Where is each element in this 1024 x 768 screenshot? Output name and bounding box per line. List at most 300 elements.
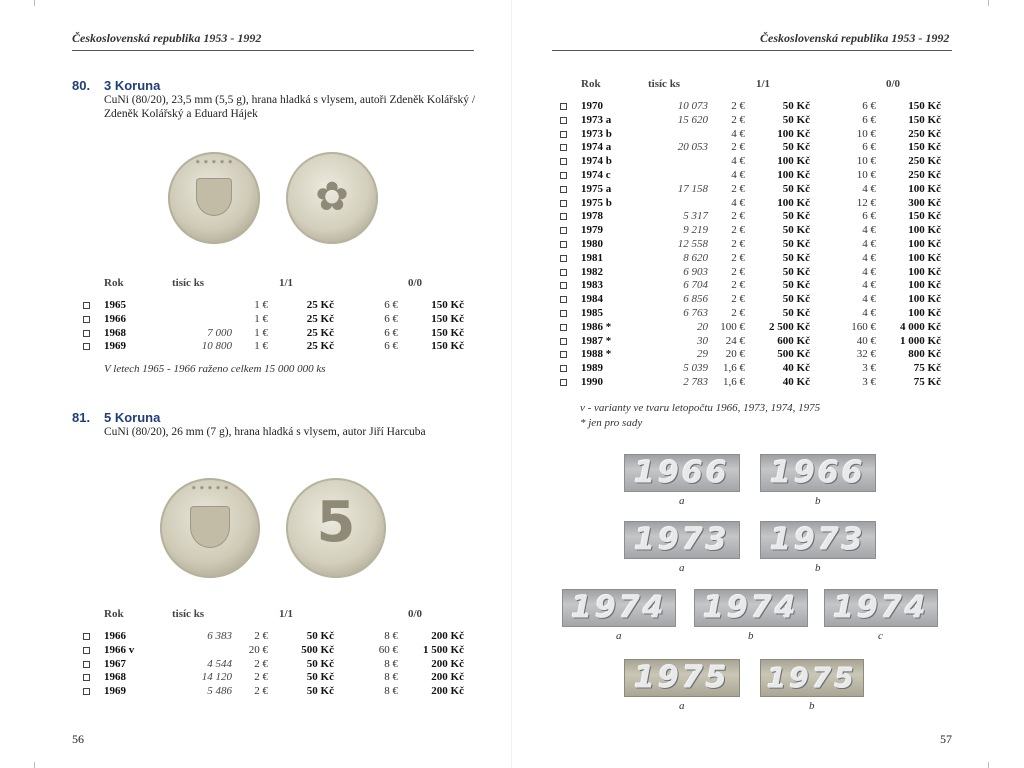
price-eur-grade2-cell: 4 € — [862, 182, 876, 195]
price-czk-grade2-cell: 4 000 Kč — [900, 320, 941, 333]
price-eur-grade2-cell: 6 € — [862, 210, 876, 223]
checkbox[interactable] — [83, 302, 90, 309]
price-eur-grade2-cell: 6 € — [384, 299, 398, 311]
date-variant-label: a — [679, 562, 685, 574]
price-czk-grade2-cell: 100 Kč — [908, 238, 941, 250]
price-czk-grade1-cell: 50 Kč — [306, 657, 334, 670]
table-row — [512, 292, 1024, 306]
item-80-number: 80. — [72, 78, 91, 93]
table-row — [512, 182, 1024, 196]
checkbox[interactable] — [560, 186, 567, 193]
checkbox[interactable] — [560, 255, 567, 262]
mintage-cell: 8 620 — [683, 251, 708, 264]
checkbox[interactable] — [560, 282, 567, 289]
mintage-cell: 14 120 — [201, 671, 232, 684]
price-czk-grade2-cell: 150 Kč — [908, 210, 941, 223]
mintage-cell: 9 219 — [683, 224, 708, 237]
price-eur-grade2-cell: 10 € — [856, 155, 876, 168]
price-czk-grade1-cell: 50 Kč — [782, 224, 810, 237]
coin-legend-icon: ⁕ ⁕ ⁕ ⁕ ⁕ — [190, 484, 230, 492]
crop-mark — [34, 0, 35, 6]
mintage-cell: 5 317 — [683, 210, 708, 223]
table-row — [512, 237, 1024, 251]
year-cell: 1966 — [104, 312, 126, 325]
date-variant-image-1966-a — [624, 454, 740, 492]
year-cell: 1965 — [104, 299, 126, 311]
year-cell: 1975 a — [581, 182, 612, 195]
variants-note: v - varianty ve tvaru letopočtu 1966, 1973, 1974, 1975 — [580, 402, 821, 414]
date-variant-label: a — [616, 630, 622, 642]
price-eur-grade1-cell: 2 € — [731, 293, 745, 306]
checkbox[interactable] — [83, 316, 90, 323]
price-eur-grade1-cell: 4 € — [731, 196, 745, 209]
price-czk-grade2-cell: 250 Kč — [908, 127, 941, 140]
running-head-right: Československá republika 1953 - 1992 — [760, 31, 950, 45]
price-eur-grade2-cell: 4 € — [862, 279, 876, 292]
crop-mark — [34, 762, 35, 768]
price-eur-grade1-cell: 2 € — [254, 657, 268, 670]
price-eur-grade2-cell: 8 € — [384, 657, 398, 670]
year-cell: 1974 c — [581, 169, 611, 181]
table-80-header-mintage: tisíc ks — [172, 277, 205, 289]
coin-5kc-reverse-image — [286, 478, 386, 578]
price-eur-grade1-cell: 100 € — [720, 320, 745, 333]
price-eur-grade1-cell: 20 € — [725, 348, 745, 361]
checkbox[interactable] — [560, 269, 567, 276]
header-rule-right — [552, 50, 952, 51]
price-czk-grade2-cell: 100 Kč — [908, 265, 941, 278]
table-81-header-mintage: tisíc ks — [172, 608, 205, 620]
coin-3kc-reverse-image — [286, 152, 378, 244]
table-right-header-year: Rok — [581, 78, 601, 90]
price-eur-grade2-cell: 4 € — [862, 307, 876, 319]
date-digits: 1973 — [634, 522, 730, 558]
checkbox[interactable] — [560, 227, 567, 234]
price-eur-grade1-cell: 1 € — [254, 312, 268, 325]
mintage-cell: 2 783 — [683, 376, 708, 388]
price-eur-grade2-cell: 6 € — [384, 312, 398, 325]
checkbox[interactable] — [83, 647, 90, 654]
price-eur-grade2-cell: 8 € — [384, 685, 398, 698]
date-digits: 1974 — [833, 590, 929, 626]
table-row — [512, 251, 1024, 265]
price-czk-grade2-cell: 250 Kč — [908, 169, 941, 181]
page-number-right: 57 — [940, 732, 952, 746]
price-czk-grade1-cell: 600 Kč — [777, 334, 810, 347]
checkbox[interactable] — [83, 633, 90, 640]
price-eur-grade1-cell: 2 € — [731, 251, 745, 264]
price-eur-grade1-cell: 2 € — [731, 224, 745, 237]
date-digits: 1966 — [634, 455, 730, 491]
date-digits: 1975 — [634, 660, 730, 696]
table-row — [0, 339, 512, 353]
year-cell: 1990 — [581, 376, 603, 388]
price-eur-grade1-cell: 2 € — [254, 685, 268, 698]
price-czk-grade1-cell: 50 Kč — [306, 630, 334, 642]
price-czk-grade1-cell: 50 Kč — [782, 238, 810, 250]
mintage-cell: 5 039 — [683, 362, 708, 375]
price-czk-grade1-cell: 40 Kč — [782, 376, 810, 388]
year-cell: 1966 v — [104, 643, 135, 656]
checkbox[interactable] — [560, 144, 567, 151]
price-eur-grade2-cell: 60 € — [378, 643, 398, 656]
year-cell: 1966 — [104, 630, 126, 642]
checkbox[interactable] — [560, 172, 567, 179]
price-czk-grade2-cell: 150 Kč — [908, 141, 941, 154]
price-czk-grade1-cell: 50 Kč — [782, 265, 810, 278]
price-eur-grade1-cell: 4 € — [731, 155, 745, 168]
year-cell: 1974 a — [581, 141, 612, 154]
price-eur-grade2-cell: 32 € — [856, 348, 876, 361]
mintage-cell: 12 558 — [677, 238, 708, 250]
mintage-cell: 20 053 — [677, 141, 708, 154]
checkbox[interactable] — [83, 674, 90, 681]
price-eur-grade1-cell: 2 € — [731, 307, 745, 319]
price-czk-grade1-cell: 500 Kč — [301, 643, 334, 656]
price-czk-grade1-cell: 100 Kč — [777, 169, 810, 181]
crop-mark — [988, 762, 989, 768]
running-head-left: Československá republika 1953 - 1992 — [72, 31, 262, 45]
price-czk-grade1-cell: 100 Kč — [777, 127, 810, 140]
price-czk-grade2-cell: 100 Kč — [908, 251, 941, 264]
year-cell: 1973 b — [581, 127, 612, 140]
date-variant-image-1973-a — [624, 521, 740, 559]
mintage-cell: 10 800 — [201, 340, 232, 353]
table-80-header-year: Rok — [104, 277, 124, 289]
date-variant-label: c — [878, 630, 883, 642]
price-eur-grade2-cell: 4 € — [862, 238, 876, 250]
price-czk-grade2-cell: 250 Kč — [908, 155, 941, 168]
item-81-number: 81. — [72, 410, 91, 425]
table-row — [512, 196, 1024, 210]
checkbox[interactable] — [83, 688, 90, 695]
price-eur-grade1-cell: 4 € — [731, 127, 745, 140]
price-czk-grade1-cell: 50 Kč — [782, 307, 810, 319]
price-czk-grade2-cell: 75 Kč — [913, 362, 941, 375]
sets-only-note: * jen pro sady — [580, 417, 643, 429]
price-czk-grade2-cell: 100 Kč — [908, 224, 941, 237]
table-right-header-grade2: 0/0 — [886, 78, 901, 90]
date-variant-image-1975-b — [760, 659, 864, 697]
table-right-header-grade1: 1/1 — [756, 78, 771, 90]
flower-emblem-icon: ✿ — [315, 174, 349, 220]
mintage-cell: 6 763 — [683, 307, 708, 319]
price-eur-grade1-cell: 2 € — [731, 279, 745, 292]
date-digits: 1974 — [571, 590, 667, 626]
checkbox[interactable] — [83, 330, 90, 337]
price-eur-grade1-cell: 2 € — [731, 210, 745, 223]
year-cell: 1985 — [581, 307, 603, 319]
price-czk-grade1-cell: 50 Kč — [782, 141, 810, 154]
year-cell: 1983 — [581, 279, 603, 292]
price-czk-grade1-cell: 40 Kč — [782, 362, 810, 375]
item-81-description: CuNi (80/20), 26 mm (7 g), hrana hladká s vlysem, autor Jiří Harcuba — [104, 426, 426, 438]
price-czk-grade1-cell: 100 Kč — [777, 196, 810, 209]
table-row — [512, 99, 1024, 113]
price-czk-grade1-cell: 50 Kč — [782, 251, 810, 264]
year-cell: 1974 b — [581, 155, 612, 168]
price-czk-grade2-cell: 100 Kč — [908, 279, 941, 292]
table-row — [512, 306, 1024, 320]
price-czk-grade2-cell: 75 Kč — [913, 376, 941, 388]
checkbox[interactable] — [560, 351, 567, 358]
price-eur-grade1-cell: 2 € — [731, 182, 745, 195]
mintage-cell: 10 073 — [677, 100, 708, 112]
price-eur-grade2-cell: 4 € — [862, 224, 876, 237]
price-czk-grade1-cell: 25 Kč — [306, 299, 334, 311]
lion-shield-icon — [196, 178, 233, 217]
price-czk-grade2-cell: 800 Kč — [908, 348, 941, 361]
mintage-cell: 20 — [697, 320, 708, 333]
price-czk-grade2-cell: 100 Kč — [908, 182, 941, 195]
price-eur-grade2-cell: 3 € — [862, 376, 876, 388]
price-eur-grade2-cell: 8 € — [384, 671, 398, 684]
year-cell: 1978 — [581, 210, 603, 223]
price-czk-grade2-cell: 150 Kč — [908, 113, 941, 126]
checkbox[interactable] — [560, 158, 567, 165]
price-eur-grade2-cell: 6 € — [384, 340, 398, 353]
checkbox[interactable] — [560, 117, 567, 124]
checkbox[interactable] — [560, 200, 567, 207]
item-80-note: V letech 1965 - 1966 raženo celkem 15 000 000 ks — [104, 363, 326, 375]
item-80-description-line2: Zdeněk Kolářský a Eduard Hájek — [104, 108, 258, 120]
year-cell: 1980 — [581, 238, 603, 250]
year-cell: 1968 — [104, 671, 126, 684]
price-czk-grade2-cell: 150 Kč — [431, 340, 464, 353]
year-cell: 1987 * — [581, 334, 612, 347]
table-row — [0, 684, 512, 698]
date-variant-label: b — [815, 562, 821, 574]
date-variant-image-1974-a — [562, 589, 676, 627]
price-eur-grade2-cell: 12 € — [856, 196, 876, 209]
price-czk-grade1-cell: 25 Kč — [306, 340, 334, 353]
checkbox[interactable] — [560, 241, 567, 248]
table-row — [512, 265, 1024, 279]
price-eur-grade1-cell: 4 € — [731, 169, 745, 181]
date-variant-image-1975-a — [624, 659, 740, 697]
table-row — [512, 278, 1024, 292]
table-row — [512, 209, 1024, 223]
price-czk-grade1-cell: 500 Kč — [777, 348, 810, 361]
price-eur-grade1-cell: 1 € — [254, 340, 268, 353]
year-cell: 1979 — [581, 224, 603, 237]
price-czk-grade2-cell: 150 Kč — [431, 326, 464, 339]
year-cell: 1984 — [581, 293, 603, 306]
table-row — [0, 326, 512, 340]
mintage-cell: 30 — [697, 334, 708, 347]
date-digits: 1966 — [770, 455, 866, 491]
price-czk-grade2-cell: 300 Kč — [908, 196, 941, 209]
mintage-cell: 17 158 — [677, 182, 708, 195]
price-eur-grade2-cell: 40 € — [856, 334, 876, 347]
price-czk-grade1-cell: 50 Kč — [782, 100, 810, 112]
date-digits: 1974 — [703, 590, 799, 626]
mintage-cell: 6 856 — [683, 293, 708, 306]
price-eur-grade1-cell: 2 € — [254, 671, 268, 684]
table-right-header-mintage: tisíc ks — [648, 78, 681, 90]
price-czk-grade2-cell: 100 Kč — [908, 293, 941, 306]
item-80-title: 3 Koruna — [104, 78, 161, 93]
price-eur-grade1-cell: 1,6 € — [723, 376, 745, 388]
price-czk-grade1-cell: 50 Kč — [782, 113, 810, 126]
price-czk-grade2-cell: 200 Kč — [431, 685, 464, 698]
price-czk-grade1-cell: 50 Kč — [782, 210, 810, 223]
page-number-left: 56 — [72, 732, 84, 746]
header-rule-left — [72, 50, 474, 51]
price-eur-grade2-cell: 6 € — [862, 100, 876, 112]
price-eur-grade1-cell: 1,6 € — [723, 362, 745, 375]
year-cell: 1969 — [104, 685, 126, 698]
price-eur-grade1-cell: 20 € — [248, 643, 268, 656]
checkbox[interactable] — [83, 661, 90, 668]
price-eur-grade1-cell: 2 € — [731, 141, 745, 154]
year-cell: 1970 — [581, 100, 603, 112]
price-eur-grade1-cell: 2 € — [254, 630, 268, 642]
date-variant-label: a — [679, 495, 685, 507]
mintage-cell: 6 903 — [683, 265, 708, 278]
price-czk-grade1-cell: 50 Kč — [782, 279, 810, 292]
table-row — [0, 629, 512, 643]
price-eur-grade1-cell: 2 € — [731, 238, 745, 250]
checkbox[interactable] — [560, 103, 567, 110]
price-eur-grade2-cell: 6 € — [384, 326, 398, 339]
year-cell: 1969 — [104, 340, 126, 353]
mintage-cell: 15 620 — [677, 113, 708, 126]
table-row — [512, 223, 1024, 237]
table-row — [0, 298, 512, 312]
coin-legend-icon: ⁕ ⁕ ⁕ ⁕ ⁕ — [194, 158, 234, 166]
checkbox[interactable] — [560, 365, 567, 372]
mintage-cell: 5 486 — [207, 685, 232, 698]
table-row — [0, 312, 512, 326]
date-variant-label: b — [748, 630, 754, 642]
price-czk-grade1-cell: 25 Kč — [306, 326, 334, 339]
table-row — [512, 334, 1024, 348]
date-variant-image-1974-b — [694, 589, 808, 627]
price-eur-grade2-cell: 8 € — [384, 630, 398, 642]
table-row — [512, 140, 1024, 154]
date-digits: 1973 — [770, 522, 866, 558]
table-80-header-grade1: 1/1 — [279, 277, 294, 289]
year-cell: 1982 — [581, 265, 603, 278]
checkbox[interactable] — [560, 379, 567, 386]
coin-3kc-obverse-image — [168, 152, 260, 244]
table-row — [512, 320, 1024, 334]
price-eur-grade1-cell: 2 € — [731, 265, 745, 278]
numeral-five-icon: 5 — [316, 490, 356, 555]
date-variant-image-1966-b — [760, 454, 876, 492]
table-81-header-grade2: 0/0 — [408, 608, 423, 620]
price-eur-grade1-cell: 2 € — [731, 113, 745, 126]
checkbox[interactable] — [560, 213, 567, 220]
mintage-cell: 6 383 — [207, 630, 232, 642]
year-cell: 1981 — [581, 251, 603, 264]
price-czk-grade2-cell: 150 Kč — [431, 299, 464, 311]
price-czk-grade2-cell: 100 Kč — [908, 307, 941, 319]
price-eur-grade1-cell: 1 € — [254, 326, 268, 339]
table-row — [512, 127, 1024, 141]
table-row — [512, 375, 1024, 389]
checkbox[interactable] — [560, 310, 567, 317]
right-page — [512, 0, 1024, 768]
table-row — [0, 643, 512, 657]
year-cell: 1975 b — [581, 196, 612, 209]
price-czk-grade1-cell: 50 Kč — [306, 671, 334, 684]
date-variant-image-1973-b — [760, 521, 876, 559]
year-cell: 1986 * — [581, 320, 612, 333]
price-czk-grade2-cell: 150 Kč — [431, 312, 464, 325]
table-row — [512, 361, 1024, 375]
price-eur-grade2-cell: 6 € — [862, 141, 876, 154]
table-row — [512, 347, 1024, 361]
table-row — [512, 154, 1024, 168]
price-eur-grade2-cell: 10 € — [856, 169, 876, 181]
price-eur-grade2-cell: 4 € — [862, 251, 876, 264]
price-czk-grade2-cell: 1 000 Kč — [900, 334, 941, 347]
year-cell: 1973 a — [581, 113, 612, 126]
price-eur-grade1-cell: 24 € — [725, 334, 745, 347]
lion-shield-icon — [190, 506, 230, 548]
table-row — [512, 113, 1024, 127]
price-czk-grade1-cell: 50 Kč — [782, 182, 810, 195]
date-variant-label: a — [679, 700, 685, 712]
mintage-cell: 29 — [697, 348, 708, 361]
price-eur-grade2-cell: 6 € — [862, 113, 876, 126]
price-czk-grade1-cell: 50 Kč — [782, 293, 810, 306]
item-80-description-line1: CuNi (80/20), 23,5 mm (5,5 g), hrana hladká s vlysem, autoři Zdeněk Kolářský / — [104, 94, 476, 106]
price-czk-grade2-cell: 200 Kč — [431, 630, 464, 642]
checkbox[interactable] — [560, 324, 567, 331]
mintage-cell: 4 544 — [207, 657, 232, 670]
checkbox[interactable] — [560, 131, 567, 138]
price-czk-grade2-cell: 200 Kč — [431, 671, 464, 684]
crop-mark — [988, 0, 989, 6]
price-czk-grade1-cell: 2 500 Kč — [769, 320, 810, 333]
item-81-title: 5 Koruna — [104, 410, 161, 425]
checkbox[interactable] — [83, 343, 90, 350]
price-eur-grade1-cell: 2 € — [731, 100, 745, 112]
checkbox[interactable] — [560, 296, 567, 303]
year-cell: 1988 * — [581, 348, 612, 361]
price-eur-grade2-cell: 4 € — [862, 293, 876, 306]
price-czk-grade2-cell: 1 500 Kč — [423, 643, 464, 656]
coin-5kc-obverse-image — [160, 478, 260, 578]
price-eur-grade2-cell: 160 € — [851, 320, 876, 333]
year-cell: 1968 — [104, 326, 126, 339]
price-eur-grade2-cell: 4 € — [862, 265, 876, 278]
price-czk-grade1-cell: 100 Kč — [777, 155, 810, 168]
price-eur-grade2-cell: 10 € — [856, 127, 876, 140]
date-digits: 1975 — [767, 661, 857, 695]
table-81-header-grade1: 1/1 — [279, 608, 294, 620]
mintage-cell: 6 704 — [683, 279, 708, 292]
date-variant-label: b — [809, 700, 815, 712]
table-row — [512, 168, 1024, 182]
price-eur-grade2-cell: 3 € — [862, 362, 876, 375]
table-81-header-year: Rok — [104, 608, 124, 620]
year-cell: 1967 — [104, 657, 126, 670]
price-czk-grade1-cell: 25 Kč — [306, 312, 334, 325]
date-variant-label: b — [815, 495, 821, 507]
mintage-cell: 7 000 — [207, 326, 232, 339]
date-variant-image-1974-c — [824, 589, 938, 627]
checkbox[interactable] — [560, 338, 567, 345]
price-czk-grade1-cell: 50 Kč — [306, 685, 334, 698]
table-row — [0, 657, 512, 671]
year-cell: 1989 — [581, 362, 603, 375]
price-czk-grade2-cell: 200 Kč — [431, 657, 464, 670]
table-row — [0, 670, 512, 684]
